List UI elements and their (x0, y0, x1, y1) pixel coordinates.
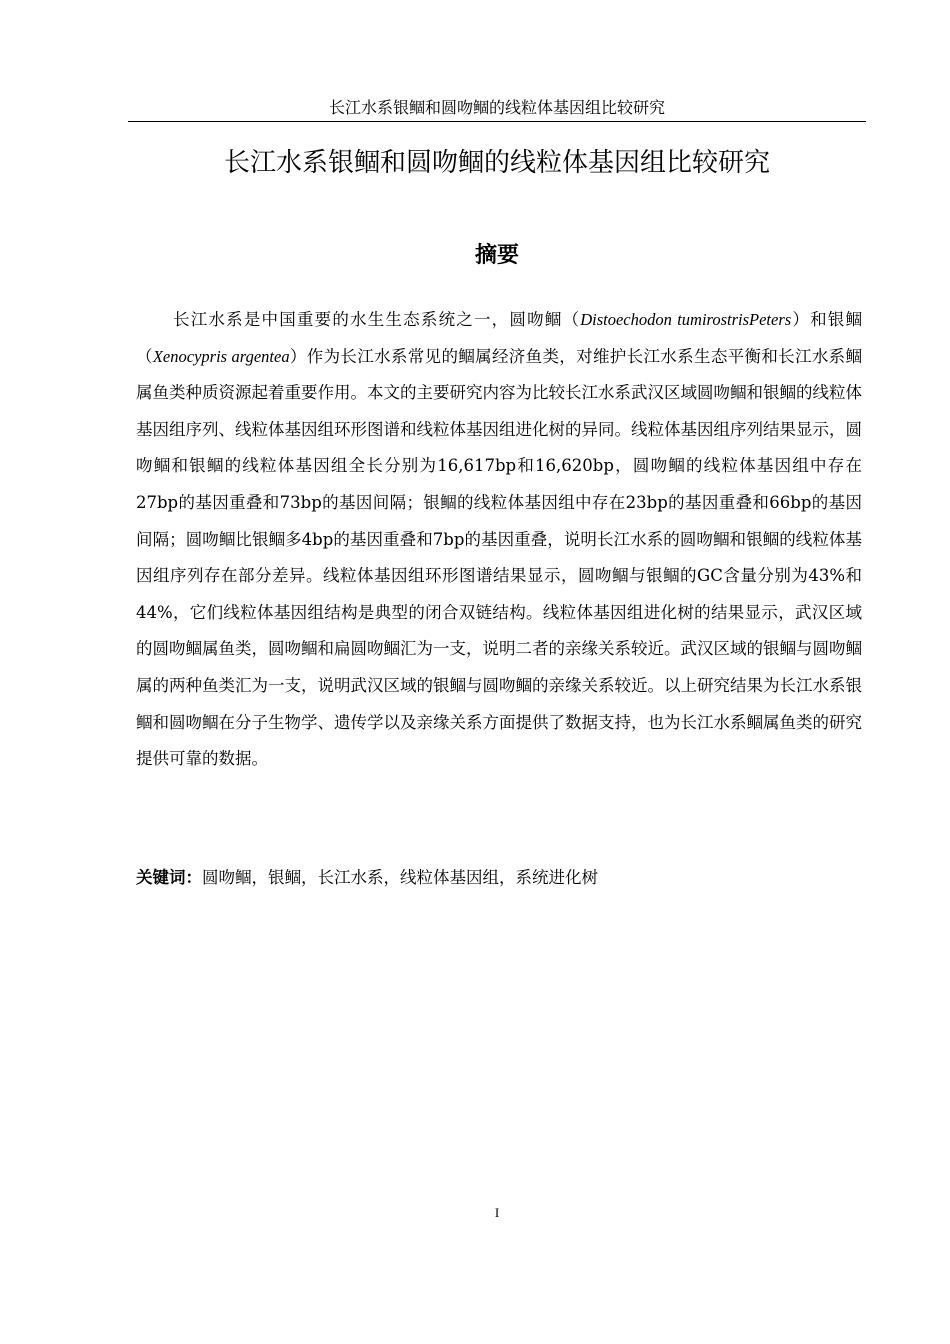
running-header: 长江水系银鲴和圆吻鲴的线粒体基因组比较研究 (328, 98, 665, 117)
header-rule (128, 121, 866, 122)
abstract-text-part-3: ）作为长江水系常见的鲴属经济鱼类，对维护长江水系生态平衡和长江水系鲴属鱼类种质资源起着重要作用。本文的主要研究内容为比较长江水系武汉区域圆吻鲴和银鲴的线粒体基因组序列、线粒体基因组环形图谱和线粒体基因组进化树的异同。线粒体基因组序列结果显示，圆吻鲴和银鲴的线粒体基因组全长分别为16,617bp和16,620bp，圆吻鲴的线粒体基因组中存在27bp的基因重叠和73bp的基因间隔；银鲴的线粒体基因组中存在23bp的基因重叠和66bp的基因间隔；圆吻鲴比银鲴多4bp的基因重叠和7bp的基因重叠，说明长江水系的圆吻鲴和银鲴的线粒体基因组序列存在部分差异。线粒体基因组环形图谱结果显示，圆吻鲴与银鲴的GC含量分别为43%和44%，它们线粒体基因组结构是典型的闭合双链结构。线粒体基因组进化树的结果显示，武汉区域的圆吻鲴属鱼类，圆吻鲴和扁圆吻鲴汇为一支，说明二者的亲缘关系较近。武汉区域的银鲴与圆吻鲴属的两种鱼类汇为一支，说明武汉区域的银鲴与圆吻鲴的亲缘关系较近。以上研究结果为长江水系银鲴和圆吻鲴在分子生物学、遗传学以及亲缘关系方面提供了数据支持，也为长江水系鲴属鱼类的研究提供可靠的数据。 (136, 346, 862, 769)
abstract-text-part-2: ）和银鲴（ (136, 310, 863, 366)
document-title: 长江水系银鲴和圆吻鲴的线粒体基因组比较研究 (223, 148, 770, 178)
species-name-xenocypris: Xenocypris argentea (152, 346, 290, 366)
page-number: I (494, 1205, 500, 1220)
abstract-heading: 摘要 (474, 243, 519, 268)
keywords-label: 关键词： (136, 868, 202, 887)
abstract-text-part-1: 长江水系是中国重要的水生生态系统之一，圆吻鲴（ (173, 310, 581, 329)
keywords (136, 862, 862, 894)
abstract-body (136, 302, 862, 778)
keywords-list: 圆吻鲴，银鲴，长江水系，线粒体基因组，系统进化树 (202, 868, 598, 887)
species-name-distoechodon: Distoechodon tumirostrisPeters (580, 310, 792, 329)
